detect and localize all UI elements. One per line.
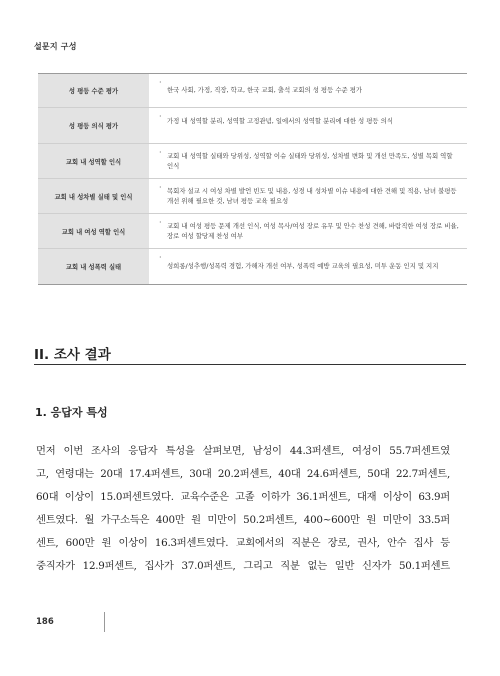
paragraph-line: 센트였다. 월 가구소득은 400만 원 미만이 50.2퍼센트, 400~600만 원 미만이 33.5퍼 [36, 514, 450, 526]
section-heading: 1. 응답자 특성 [35, 406, 108, 419]
row-label: 성 평등 의식 평가 [38, 108, 149, 143]
body-paragraph [36, 440, 450, 578]
paragraph-line: 중직자가 12.9퍼센트, 집사가 37.0퍼센트, 그리고 직분 없는 일반 신자가 50.1퍼센트 [36, 560, 450, 572]
row-description: · 성희롱/성추행/성폭력 경험, 가해자 개선 여부, 성폭력 예방 교육의 필요성, 미투 운동 인지 및 지지 [149, 249, 467, 284]
paragraph-line: 센트, 600만 원 이상이 16.3퍼센트였다. 교회에서의 직분은 장로, 권사, 안수 집사 등 [36, 537, 450, 549]
row-label: 교회 내 성차별 실태 및 인식 [38, 179, 149, 213]
survey-structure-table [38, 73, 467, 285]
table-row [38, 214, 467, 249]
paragraph-line: 60대 이상이 15.0퍼센트였다. 교육수준은 고졸 이하가 36.1퍼센트, 대재 이상이 63.9퍼 [36, 491, 450, 503]
row-description: · 가정 내 성역할 분리, 성역할 고정관념, 일에서의 성역할 분리에 대한 성 평등 의식 [149, 108, 467, 143]
chapter-divider [34, 364, 466, 365]
table-row [38, 144, 467, 179]
chapter-heading: II. 조사 결과 [34, 347, 111, 363]
table-row [38, 249, 467, 284]
row-description: · 교회 내 성역할 실태와 당위성, 성역할 이슈 실태와 당위성, 성차별 변화 및 개선 만족도, 성별 목회 역할 인식 [149, 144, 467, 178]
paragraph-line: 고, 연령대는 20대 17.4퍼센트, 30대 20.2퍼센트, 40대 24.6퍼센트, 50대 22.7퍼센트, [36, 468, 450, 480]
table-row [38, 179, 467, 214]
table-row [38, 74, 467, 108]
table-row [38, 108, 467, 144]
row-description: · 목회자 설교 시 여성 차별 발언 빈도 및 내용, 성경 내 성차별 이슈 내용에 대한 견해 및 적용, 남녀 불평등 개선 위해 필요한 것, 남녀 평등 교육 필요성 [149, 179, 467, 213]
row-label: 교회 내 성폭력 실태 [38, 249, 149, 284]
footer-divider [104, 612, 105, 632]
section-label: 설문지 구성 [34, 42, 77, 51]
row-label: 성 평등 수준 평가 [38, 74, 149, 107]
row-label: 교회 내 여성 역할 인식 [38, 214, 149, 248]
row-description: · 한국 사회, 가정, 직장, 학교, 한국 교회, 출석 교회의 성 평등 수준 평가 [149, 74, 467, 107]
row-label: 교회 내 성역할 인식 [38, 144, 149, 178]
paragraph-line: 먼저 이번 조사의 응답자 특성을 살펴보면, 남성이 44.3퍼센트, 여성이 55.7퍼센트였 [36, 445, 450, 457]
page-number: 186 [36, 617, 54, 627]
row-description: · 교회 내 여성 평등 문제 개선 인식, 여성 목사/여성 장로 유무 및 안수 찬성 견해, 바람직한 여성 장로 비율, 장로 여성 할당제 찬성 여부 [149, 214, 467, 248]
